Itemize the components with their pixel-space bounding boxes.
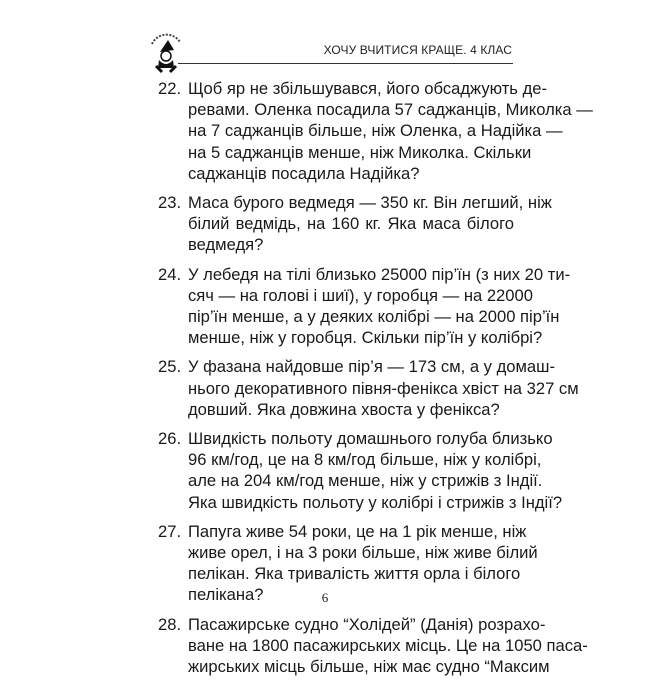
task-text-line: Швидкість польоту домашнього голуба близько [188, 429, 553, 449]
header-divider [178, 63, 513, 64]
task-text-line: пір’їн менше, а у деяких колібрі — на 2000 пір’їн [188, 307, 560, 327]
task-text-line: живе орел, і на 3 роки більше, ніж живе білий [188, 543, 538, 563]
task-text-line: білий ведмідь, на 160 кг. Яка маса білого [188, 214, 514, 234]
page-number: 6 [321, 590, 329, 605]
task-number: 22. [158, 79, 182, 98]
task-item [158, 78, 593, 184]
task-text-line: У лебедя на тілі близько 25000 пір’їн (з них 20 ти- [188, 264, 571, 284]
task-number: 28. [158, 614, 182, 634]
task-number: 24. [158, 264, 182, 284]
task-number: 26. [158, 429, 182, 449]
task-number: 27. [158, 521, 182, 541]
task-number: 25. [158, 357, 182, 377]
task-item [158, 356, 579, 420]
task-item [158, 192, 552, 256]
task-text-line: жирських місць більше, ніж має судно “Максим [188, 657, 550, 677]
task-text-line: ване на 1800 пасажирських місць. Це на 1050 паса- [188, 635, 588, 655]
task-text-line: Яка швидкість польоту у колібрі і стрижів з Індії? [188, 492, 563, 512]
task-item [158, 614, 588, 678]
task-text-line: сяч — на голові і шиї), у горобця — на 22000 [188, 285, 533, 305]
task-item [158, 264, 571, 349]
task-text-line: Маса бурого ведмедя — 350 кг. Він легший, ніж [188, 193, 552, 213]
task-text-line: але на 204 км/год менше, ніж у стрижів з Індії. [188, 471, 543, 491]
task-item [158, 428, 563, 513]
task-text-line: пелікана? [188, 585, 264, 605]
task-text-line: на 5 саджанців менше, ніж Миколка. Скільки [188, 142, 532, 162]
task-text-line: Щоб яр не збільшувався, його обсаджують де- [188, 79, 548, 98]
task-number: 23. [158, 193, 182, 213]
task-text-line: Пасажирське судно “Холідей” (Данія) розрахо- [188, 614, 546, 634]
task-text-line: ревами. Оленка посадила 57 саджанців, Миколка — [188, 100, 593, 120]
task-text-line: нього декоративного півня-фенікса хвіст на 327 см [188, 378, 579, 398]
task-text-line: саджанців посадила Надійка? [188, 163, 420, 183]
task-text-line: У фазана найдовше пір’я — 173 см, а у домаш- [188, 357, 555, 377]
task-text-line: на 7 саджанців більше, ніж Оленка, а Надійка — [188, 121, 563, 141]
task-text-line: 96 км/год, це на 8 км/год більше, ніж у колібрі, [188, 450, 542, 470]
header-title: ХОЧУ ВЧИТИСЯ КРАЩЕ. 4 КЛАС [323, 43, 512, 57]
task-text-line: Папуга живе 54 роки, це на 1 рік менше, ніж [188, 521, 527, 541]
task-text-line: довший. Яка довжина хвоста у фенікса? [188, 399, 500, 419]
gnome-mascot-icon [146, 28, 186, 74]
task-text-line: пелікан. Яка тривалість життя орла і білого [188, 564, 521, 584]
task-text-line: менше, ніж у горобця. Скільки пір’їн у колібрі? [188, 328, 543, 348]
task-text-line: ведмедя? [188, 235, 264, 255]
